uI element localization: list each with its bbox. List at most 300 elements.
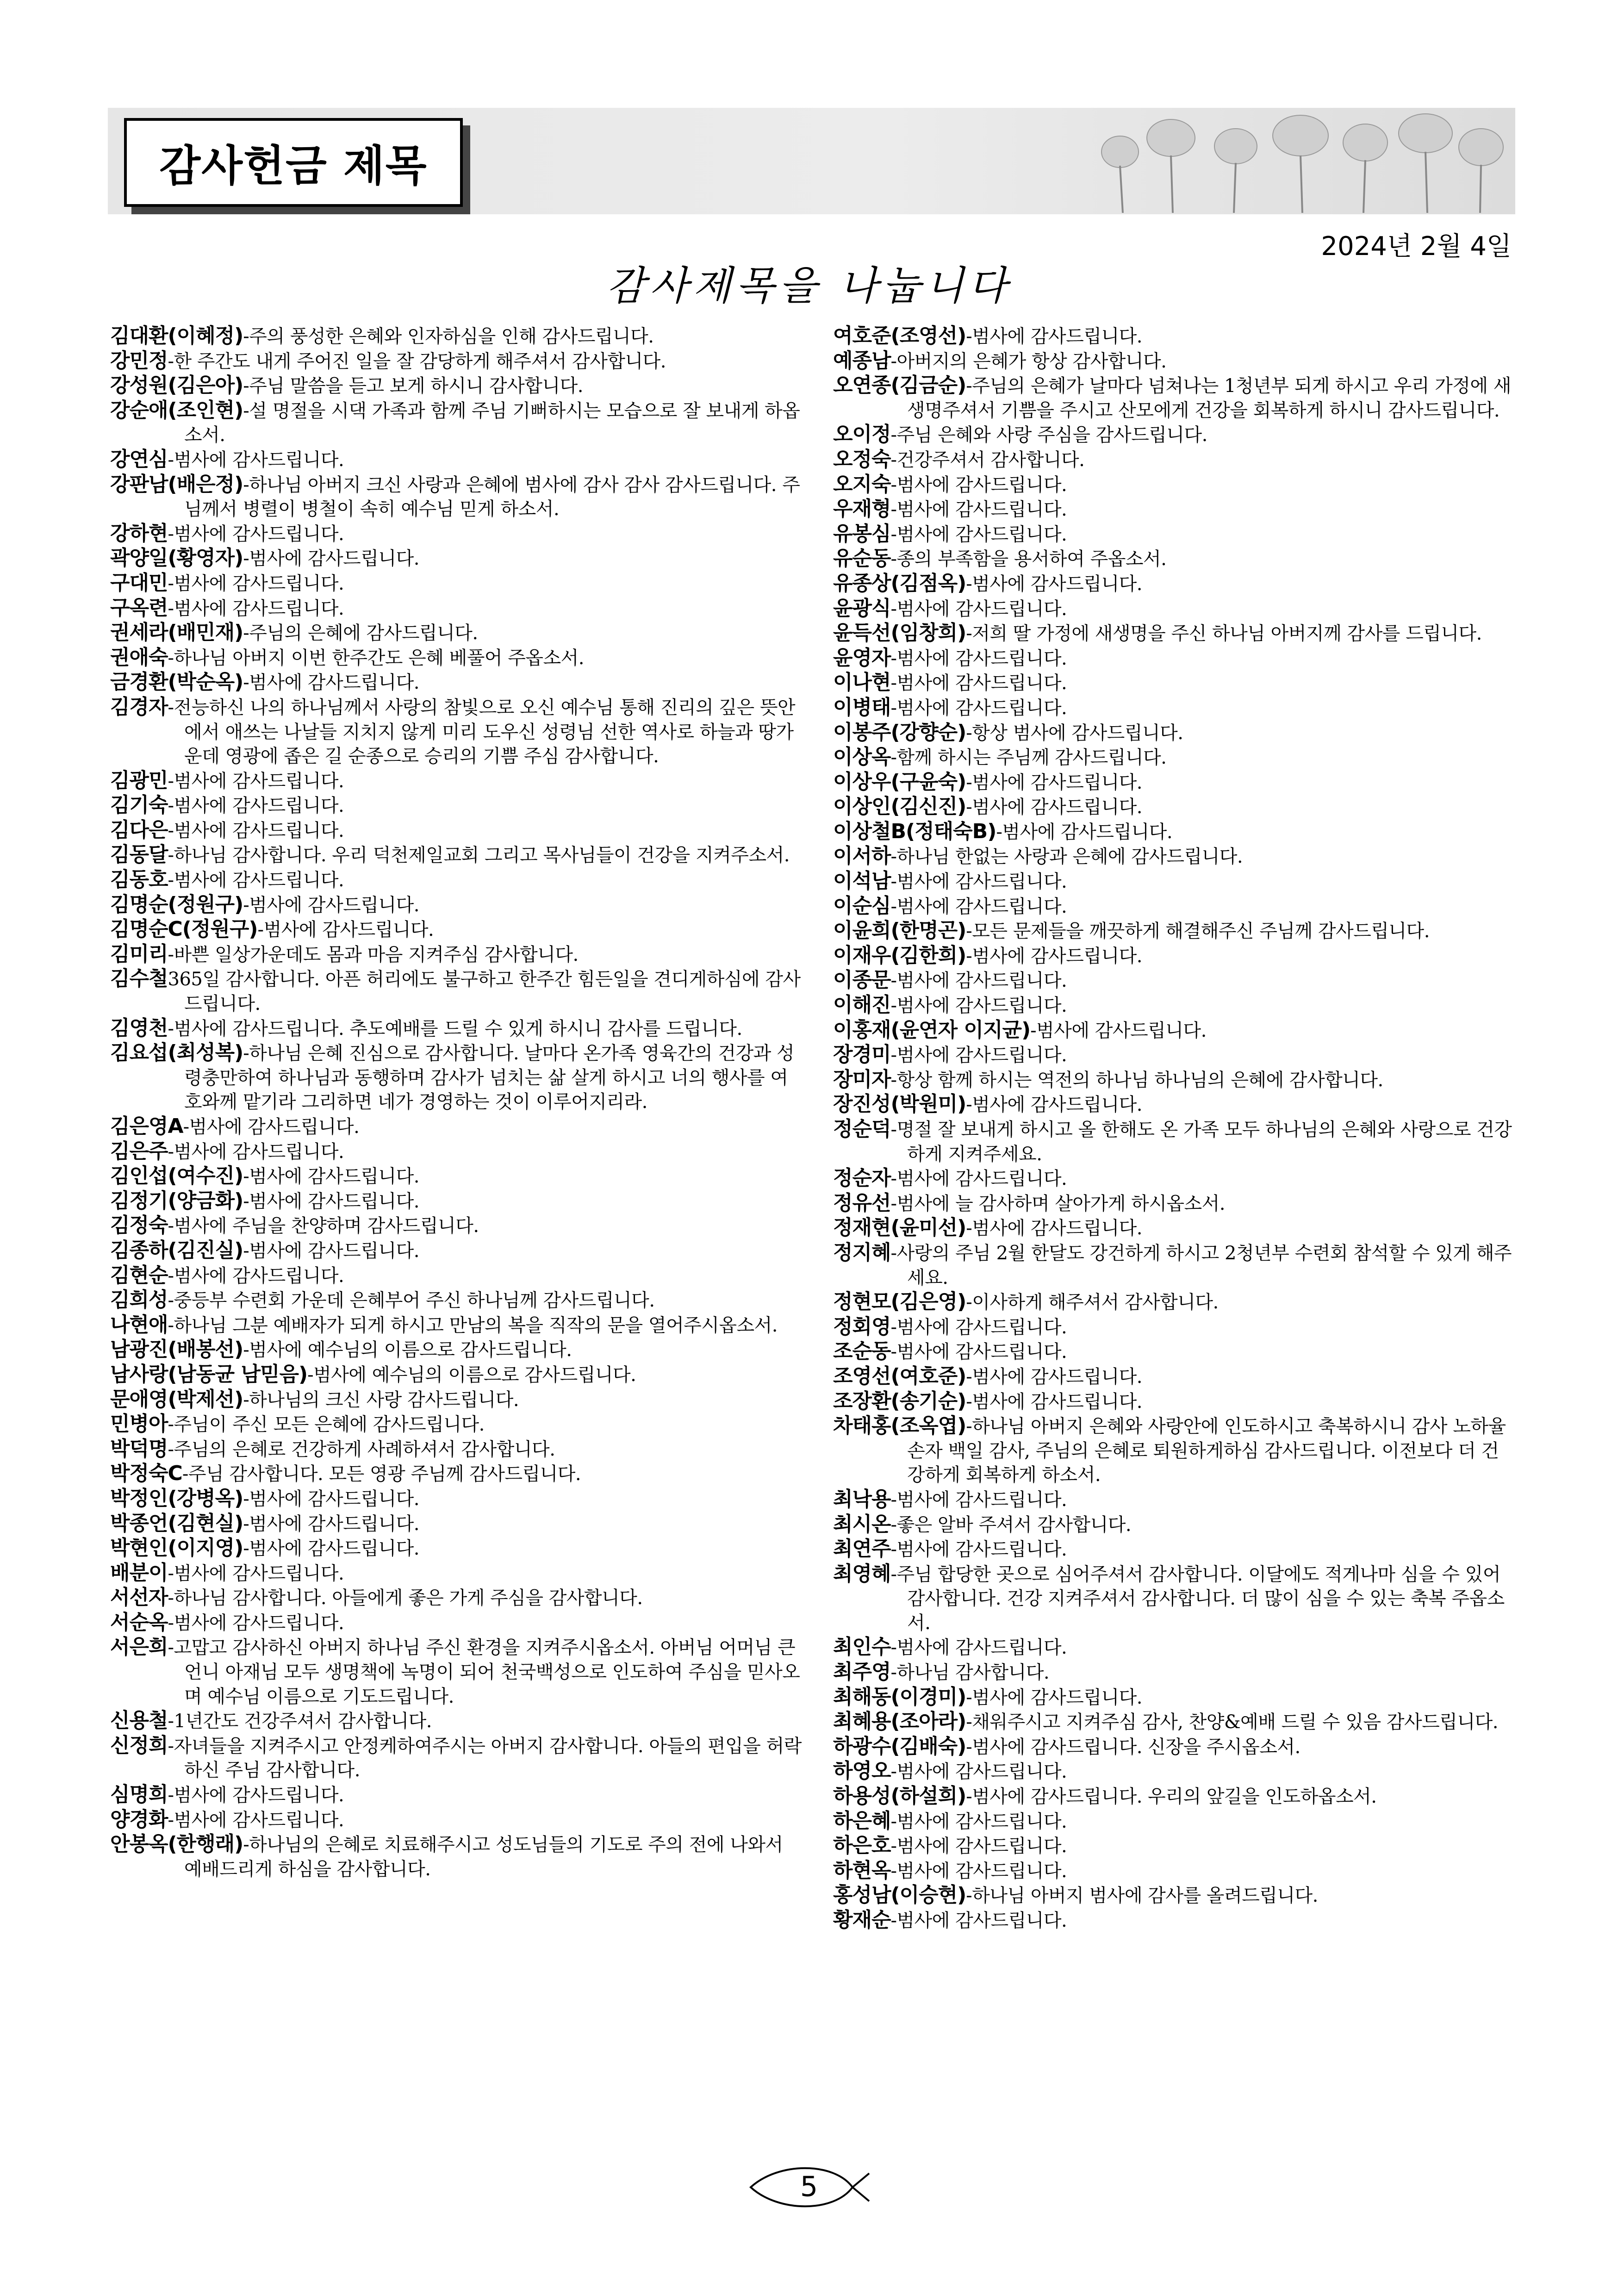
donor-name: 최주영: [833, 1660, 891, 1684]
donor-name: 강판남(배은정): [110, 472, 243, 496]
list-item: [833, 1068, 1513, 1093]
thanks-text: -범사에 감사드립니다.: [243, 1190, 419, 1212]
thanks-text: -하나님의 크신 사랑 감사드립니다.: [243, 1389, 519, 1411]
list-item: [110, 1288, 804, 1313]
thanks-text: -범사에 감사드립니다.: [966, 1094, 1142, 1116]
thanks-text: -범사에 감사드립니다.: [890, 871, 1067, 893]
page-number: 5: [800, 2171, 818, 2203]
list-item: [833, 1512, 1513, 1537]
list-item: [110, 1313, 804, 1338]
thanks-text: -범사에 감사드립니다.: [168, 597, 344, 619]
donor-name: 예종남: [833, 348, 891, 373]
donor-name: 김은영A: [110, 1114, 183, 1138]
thanks-text: -범사에 감사드립니다.: [890, 1836, 1067, 1857]
page-title: 감사헌금 제목: [159, 141, 428, 191]
list-item: [110, 1016, 804, 1041]
list-item: [833, 671, 1513, 696]
list-item: [833, 547, 1513, 572]
thanks-text: -범사에 감사드립니다.: [890, 672, 1067, 694]
thanks-text: -하나님 아버지 범사에 감사를 올려드립니다.: [966, 1885, 1318, 1907]
thanks-text: -범사에 감사드립니다.: [243, 1240, 419, 1262]
list-item: [833, 497, 1513, 522]
list-item: [833, 1859, 1513, 1884]
list-item: [110, 1611, 804, 1636]
donor-name: 이해진: [833, 993, 891, 1017]
list-item: [833, 1809, 1513, 1834]
donor-name: 김은주: [110, 1139, 168, 1163]
list-item: [833, 993, 1513, 1018]
thanks-text: -범사에 감사드립니다.: [168, 1141, 344, 1163]
list-item: [110, 1709, 804, 1734]
list-item: [110, 1635, 804, 1709]
donor-name: 민병아: [110, 1412, 168, 1436]
thanks-text: -범사에 감사드립니다.: [966, 945, 1142, 967]
thanks-text: -전능하신 나의 하나님께서 사랑의 참빛으로 오신 예수님 통해 진리의 깊은 뜻안에서 애쓰는 나날들 지치지 않게 미리 도우신 성령님 선한 역사로 하늘과 땅가운데 영광에 좁은 길 순종으로 승리의 기쁨 주심 감사합니다.: [168, 697, 796, 767]
donor-name: 강성원(김은아): [110, 373, 243, 398]
thanks-text: -범사에 감사드립니다.: [890, 995, 1067, 1017]
list-item: [833, 1710, 1513, 1735]
thanks-text: -하나님 아버지 은혜와 사랑안에 인도하시고 축복하시니 감사 노하율 손자 백일 감사, 주님의 은혜로 퇴원하게하심 감사드립니다. 이전보다 더 건강하게 회복하게 하소서.: [907, 1416, 1506, 1486]
donor-name: 이서하: [833, 844, 891, 868]
date-label: 2024년 2월 4일: [1321, 231, 1512, 261]
thanks-text: -범사에 감사드립니다.: [890, 598, 1067, 620]
donor-name: 신용철: [110, 1709, 168, 1733]
thanks-text: -모든 문제들을 깨끗하게 해결해주신 주님께 감사드립니다.: [966, 921, 1430, 942]
donor-name: 윤득선(임창희): [833, 621, 966, 645]
thanks-text: -범사에 감사드립니다.: [243, 1166, 419, 1188]
donor-name: 곽양일(황영자): [110, 546, 243, 570]
list-item: [110, 546, 804, 571]
thanks-text: -좋은 알바 주셔서 감사합니다.: [890, 1514, 1132, 1536]
left-column: [110, 324, 804, 1881]
donor-name: 조장환(송기순): [833, 1389, 966, 1413]
thanks-text: -범사에 감사드립니다.: [966, 772, 1142, 793]
donor-name: 김대환(이혜정): [110, 324, 243, 348]
donor-name: 김희성: [110, 1288, 168, 1312]
thanks-text: -범사에 감사드립니다.: [890, 1811, 1067, 1832]
thanks-text: -저희 딸 가정에 새생명을 주신 하나님 아버지께 감사를 드립니다.: [966, 623, 1482, 645]
list-item: [833, 1834, 1513, 1859]
thanks-text: -범사에 감사드립니다.: [890, 970, 1067, 992]
list-item: [833, 423, 1513, 448]
donor-name: 김경자: [110, 695, 168, 719]
list-item: [833, 597, 1513, 622]
thanks-text: -하나님 은혜 진심으로 감사합니다. 날마다 온가족 영육간의 건강과 성령충만하여 하나님과 동행하며 감사가 넘치는 삶 살게 하시고 너의 행사를 여호와께 맡기라 그리하면 네가 경영하는 것이 이루어지리라.: [184, 1043, 795, 1113]
list-item: [110, 349, 804, 374]
donor-name: 장진성(박원미): [833, 1092, 966, 1116]
donor-name: 김정기(양금화): [110, 1188, 243, 1213]
list-item: [110, 1412, 804, 1437]
donor-name: 남사랑(남동균 남믿음): [110, 1362, 308, 1386]
donor-name: 이나현: [833, 671, 891, 695]
thanks-text: -주님 합당한 곳으로 심어주셔서 감사합니다. 이달에도 적게나마 심을 수 있어 감사합니다. 건강 지켜주셔서 감사합니다. 더 많이 심을 수 있는 축복 주옵소서.: [890, 1563, 1505, 1634]
list-item: [110, 324, 804, 349]
donor-name: 이봉주(강향순): [833, 720, 966, 744]
list-item: [833, 1883, 1513, 1908]
donor-name: 구옥련: [110, 596, 168, 620]
list-item: [110, 1041, 804, 1114]
thanks-text: -범사에 감사드립니다.: [243, 894, 419, 916]
list-item: [110, 769, 804, 794]
list-item: [833, 1166, 1513, 1191]
donor-name: 김현순: [110, 1263, 168, 1287]
donor-name: 서선자: [110, 1586, 168, 1610]
thanks-text: -범사에 주님을 찬양하며 감사드립니다.: [168, 1215, 479, 1237]
thanks-text: -범사에 감사드립니다.: [890, 647, 1067, 669]
donor-name: 유봉심: [833, 522, 891, 546]
thanks-text: -범사에 감사드립니다.: [168, 1809, 344, 1831]
list-item: [833, 844, 1513, 869]
list-item: [110, 695, 804, 769]
list-item: [833, 770, 1513, 795]
thanks-text: -범사에 감사드립니다.: [890, 1637, 1067, 1659]
donor-name: 강연심: [110, 447, 168, 471]
donor-name: 박덕명: [110, 1437, 168, 1461]
thanks-text: -범사에 감사드립니다.: [243, 1488, 419, 1510]
thanks-text: -이사하게 해주셔서 감사합니다.: [966, 1292, 1219, 1313]
donor-name: 유순동: [833, 547, 891, 571]
donor-name: 김정숙: [110, 1213, 168, 1238]
list-item: [833, 745, 1513, 770]
thanks-text: -명절 잘 보내게 하시고 올 한해도 온 가족 모두 하나님의 은혜와 사랑으로 건강하게 지켜주세요.: [890, 1119, 1512, 1165]
donor-name: 정재현(윤미선): [833, 1216, 966, 1240]
thanks-text: -범사에 감사드립니다.: [168, 1562, 344, 1584]
donor-name: 박정숙C: [110, 1462, 182, 1486]
thanks-text: -범사에 감사드립니다.: [168, 1265, 344, 1287]
list-item: [110, 373, 804, 398]
list-item: [110, 1263, 804, 1288]
donor-name: 김미리: [110, 942, 168, 966]
list-item: [833, 1241, 1513, 1290]
donor-name: 김종하(김진실): [110, 1238, 243, 1262]
list-item: [110, 1734, 804, 1783]
thanks-text: -아버지의 은혜가 항상 감사합니다.: [890, 350, 1167, 372]
list-item: [833, 1759, 1513, 1784]
list-item: [833, 1414, 1513, 1487]
list-item: [833, 1908, 1513, 1933]
list-item: [833, 1216, 1513, 1241]
list-item: [833, 324, 1513, 349]
thanks-text: -범사에 감사드립니다. 신장을 주시옵소서.: [966, 1736, 1301, 1758]
thanks-text: -범사에 감사드립니다.: [243, 672, 419, 694]
list-item: [833, 1562, 1513, 1636]
thanks-text: -건강주셔서 감사합니다.: [890, 449, 1085, 471]
list-item: [833, 1735, 1513, 1760]
donor-name: 윤광식: [833, 596, 891, 620]
list-item: [833, 869, 1513, 894]
list-item: [833, 1389, 1513, 1414]
donor-name: 김수철: [110, 967, 168, 991]
thanks-text: -하나님 감사합니다. 아들에게 좋은 가게 주심을 감사합니다.: [168, 1587, 643, 1609]
thanks-text: -범사에 감사드립니다.: [168, 795, 344, 817]
thanks-text: -범사에 감사드립니다.: [890, 1539, 1067, 1561]
list-item: [110, 868, 804, 893]
donor-name: 오이정: [833, 423, 891, 447]
thanks-text: -범사에 예수님의 이름으로 감사드립니다.: [307, 1364, 636, 1386]
list-item: [110, 1213, 804, 1238]
donor-name: 김동달: [110, 843, 168, 867]
list-item: [833, 1018, 1513, 1043]
donor-name: 정순덕: [833, 1117, 891, 1141]
thanks-text: -범사에 감사드립니다.: [890, 896, 1067, 917]
thanks-text: -하나님 감사합니다.: [890, 1662, 1050, 1684]
thanks-text: -범사에 감사드립니다.: [168, 523, 344, 545]
thanks-text: -범사에 감사드립니다.: [168, 1785, 344, 1806]
donor-name: 안봉옥(한행래): [110, 1832, 243, 1856]
list-item: [833, 820, 1513, 845]
list-item: [110, 843, 804, 868]
thanks-text: -범사에 감사드립니다.: [243, 548, 419, 570]
list-item: [110, 1832, 804, 1881]
donor-name: 최혜용(조아라): [833, 1710, 966, 1734]
donor-name: 서은희: [110, 1635, 168, 1659]
thanks-text: -범사에 감사드립니다.: [168, 572, 344, 594]
donor-name: 최해동(이경미): [833, 1685, 966, 1709]
thanks-text: -한 주간도 내게 주어진 일을 잘 감당하게 해주셔서 감사합니다.: [168, 350, 666, 372]
donor-name: 김명순(정원구): [110, 892, 243, 916]
list-item: [833, 968, 1513, 993]
donor-name: 하광수(김배숙): [833, 1734, 966, 1758]
donor-name: 장미자: [833, 1067, 891, 1091]
donor-name: 강하현: [110, 521, 168, 545]
donor-name: 정유선: [833, 1191, 891, 1215]
thanks-text: -주님의 은혜가 날마다 넘쳐나는 1청년부 되게 하시고 우리 가정에 새생명주셔서 기쁨을 주시고 산모에게 건강을 회복하게 하시니 감사드립니다.: [907, 375, 1511, 421]
thanks-text: -범사에 감사드립니다.: [168, 449, 344, 471]
list-item: [110, 670, 804, 695]
thanks-text: -바쁜 일상가운데도 몸과 마음 지켜주심 감사합니다.: [168, 944, 579, 965]
thanks-text: -범사에 감사드립니다.: [890, 523, 1067, 545]
donor-name: 김기숙: [110, 793, 168, 817]
donor-name: 양경화: [110, 1807, 168, 1831]
thanks-text: -범사에 감사드립니다.: [890, 499, 1067, 521]
donor-name: 김영천: [110, 1016, 168, 1040]
donor-name: 최인수: [833, 1635, 891, 1659]
section-heading: 감사제목을 나눕니다: [606, 263, 1012, 309]
list-item: [110, 448, 804, 473]
thanks-text: -범사에 감사드립니다. 우리의 앞길을 인도하옵소서.: [966, 1786, 1377, 1808]
donor-name: 이윤희(한명곤): [833, 919, 966, 943]
donor-name: 구대민: [110, 571, 168, 595]
list-item: [110, 1536, 804, 1561]
donor-name: 하용성(하설희): [833, 1784, 966, 1808]
donor-name: 이상인(김신진): [833, 795, 966, 819]
list-item: [833, 1364, 1513, 1389]
donor-name: 강순애(조인현): [110, 398, 243, 422]
list-item: [833, 646, 1513, 671]
list-item: [833, 696, 1513, 721]
thanks-text: -범사에 감사드립니다.: [890, 1761, 1067, 1783]
list-item: [110, 917, 804, 942]
thanks-text: -범사에 감사드립니다.: [890, 1860, 1067, 1882]
thanks-text: -범사에 감사드립니다.: [243, 1538, 419, 1560]
list-item: [110, 1114, 804, 1139]
list-item: [833, 944, 1513, 969]
donor-name: 조영선(여호준): [833, 1364, 966, 1388]
list-item: [110, 1487, 804, 1512]
donor-name: 이순심: [833, 894, 891, 918]
list-item: [833, 1339, 1513, 1364]
thanks-text: -범사에 감사드립니다.: [966, 1366, 1142, 1388]
list-item: [110, 1512, 804, 1537]
thanks-text: -주님이 주신 모든 은혜에 감사드립니다.: [168, 1414, 485, 1436]
right-column: [833, 324, 1513, 1933]
list-item: [833, 522, 1513, 547]
thanks-text: -범사에 감사드립니다.: [1030, 1020, 1207, 1041]
list-item: [833, 473, 1513, 498]
list-item: [833, 1487, 1513, 1512]
donor-name: 서순옥: [110, 1610, 168, 1634]
thanks-text: -항상 함께 하시는 역전의 하나님 하나님의 은혜에 감사합니다.: [890, 1069, 1383, 1091]
thanks-text: -주님의 은혜에 감사드립니다.: [243, 622, 478, 644]
thanks-text: -중등부 수련회 가운데 은혜부어 주신 하나님께 감사드립니다.: [168, 1290, 655, 1312]
donor-name: 하은호: [833, 1834, 891, 1858]
list-item: [110, 793, 804, 818]
list-item: [833, 721, 1513, 746]
list-item: [833, 1117, 1513, 1166]
donor-name: 차태홍(조옥엽): [833, 1414, 966, 1438]
list-item: [833, 621, 1513, 646]
list-item: [833, 894, 1513, 919]
donor-name: 김동호: [110, 868, 168, 892]
thanks-text: -범사에 감사드립니다.: [966, 1218, 1142, 1239]
list-item: [833, 1635, 1513, 1660]
thanks-text: -범사에 감사드립니다.: [890, 697, 1067, 719]
thanks-text: -항상 범사에 감사드립니다.: [966, 722, 1183, 744]
donor-name: 배분이: [110, 1561, 168, 1585]
list-item: [110, 522, 804, 547]
list-item: [833, 1092, 1513, 1117]
donor-name: 이종문: [833, 968, 891, 992]
list-item: [110, 1139, 804, 1164]
donor-name: 하은혜: [833, 1809, 891, 1833]
flower-decoration-icon: [1083, 110, 1515, 213]
donor-name: 최연주: [833, 1537, 891, 1561]
thanks-text: -범사에 늘 감사하며 살아가게 하시옵소서.: [890, 1193, 1225, 1214]
list-item: [110, 1561, 804, 1586]
donor-name: 황재순: [833, 1908, 891, 1932]
list-item: [833, 572, 1513, 597]
donor-name: 문애영(박제선): [110, 1387, 243, 1411]
donor-name: 장경미: [833, 1043, 891, 1067]
thanks-text: -범사에 감사드립니다.: [890, 1316, 1067, 1338]
list-item: [110, 1808, 804, 1833]
donor-name: 금경환(박순옥): [110, 670, 243, 694]
list-item: [833, 1191, 1513, 1216]
thanks-text: -종의 부족함을 용서하여 주옵소서.: [890, 548, 1167, 570]
list-item: [833, 1290, 1513, 1315]
donor-name: 신정희: [110, 1733, 168, 1757]
thanks-text: -범사에 감사드립니다.: [890, 474, 1067, 496]
thanks-text: -범사에 감사드립니다.: [890, 1489, 1067, 1511]
thanks-text: -하나님의 은혜로 치료해주시고 성도님들의 기도로 주의 전에 나와서 예배드리게 하심을 감사합니다.: [184, 1834, 783, 1880]
thanks-text: -범사에 감사드립니다.: [966, 573, 1142, 595]
donor-name: 윤영자: [833, 646, 891, 670]
donor-name: 정지혜: [833, 1240, 891, 1264]
list-item: [110, 1783, 804, 1808]
donor-name: 강민정: [110, 348, 168, 373]
list-item: [110, 646, 804, 671]
donor-name: 홍성남(이승현): [833, 1883, 966, 1907]
list-item: [833, 1660, 1513, 1685]
donor-name: 하현옥: [833, 1858, 891, 1882]
title-box: [124, 118, 463, 207]
thanks-text: -범사에 감사드립니다.: [996, 821, 1173, 843]
donor-name: 정회영: [833, 1314, 891, 1338]
donor-name: 우재형: [833, 497, 891, 521]
donor-name: 권애숙: [110, 645, 168, 669]
list-item: [110, 596, 804, 621]
donor-name: 이상옥: [833, 745, 891, 769]
donor-name: 여호준(조영선): [833, 324, 966, 348]
list-item: [833, 1685, 1513, 1710]
donor-name: 김명순C(정원구): [110, 917, 258, 941]
thanks-text: -자녀들을 지켜주시고 안정케하여주시는 아버지 감사합니다. 아들의 편입을 허락하신 주님 감사합니다.: [168, 1735, 802, 1781]
donor-name: 정현모(김은영): [833, 1290, 966, 1314]
list-item: [110, 1586, 804, 1611]
list-item: [110, 1363, 804, 1388]
thanks-text: -1년간도 건강주셔서 감사합니다.: [168, 1711, 432, 1732]
thanks-text: -범사에 감사드립니다.: [168, 870, 344, 891]
donor-name: 박종언(김현실): [110, 1511, 243, 1535]
list-item: [110, 473, 804, 522]
thanks-text: -범사에 감사드립니다.: [890, 1341, 1067, 1363]
thanks-text: -범사에 감사드립니다.: [183, 1116, 360, 1138]
list-item: [110, 398, 804, 448]
donor-name: 이병태: [833, 695, 891, 719]
list-item: [110, 1388, 804, 1412]
list-item: [110, 942, 804, 967]
thanks-text: -하나님 한없는 사랑과 은혜에 감사드립니다.: [890, 846, 1243, 868]
donor-name: 이상철B(정태숙B): [833, 819, 996, 843]
thanks-text: -범사에 감사드립니다.: [966, 796, 1142, 818]
thanks-text: -고맙고 감사하신 아버지 하나님 주신 환경을 지켜주시옵소서. 아버님 어머님 큰언니 아재님 모두 생명책에 녹명이 되어 천국백성으로 인도하여 주심을 믿사오며 예수님 이름으로 기도드립니다.: [168, 1637, 800, 1707]
donor-name: 이상우(구윤숙): [833, 770, 966, 794]
thanks-text: -범사에 감사드립니다.: [168, 770, 344, 792]
thanks-text: -범사에 감사드립니다.: [890, 1910, 1067, 1931]
list-item: [110, 571, 804, 596]
donor-name: 오정숙: [833, 447, 891, 471]
donor-name: 이재우(김한희): [833, 943, 966, 967]
thanks-text: -범사에 감사드립니다.: [890, 1045, 1067, 1066]
thanks-text: -하나님 그분 예배자가 되게 하시고 만남의 복을 직작의 문을 열어주시옵소서.: [168, 1314, 778, 1336]
donor-name: 김다은: [110, 818, 168, 842]
donor-name: 조순동: [833, 1339, 891, 1363]
list-item: [110, 818, 804, 843]
thanks-text: -범사에 감사드립니다.: [168, 820, 344, 841]
list-item: [833, 919, 1513, 944]
thanks-text: -주님 감사합니다. 모든 영광 주님께 감사드립니다.: [182, 1463, 581, 1485]
thanks-text: -범사에 감사드립니다.: [890, 1168, 1067, 1190]
list-item: [110, 621, 804, 646]
donor-name: 최시온: [833, 1512, 891, 1536]
list-item: [110, 1462, 804, 1487]
thanks-text: -범사에 감사드립니다. 추도예배를 드릴 수 있게 하시니 감사를 드립니다.: [168, 1018, 742, 1039]
list-item: [833, 373, 1513, 423]
thanks-text: -범사에 감사드립니다.: [966, 1686, 1142, 1708]
list-item: [833, 1315, 1513, 1340]
thanks-text: -채워주시고 지켜주심 감사, 찬양&예배 드릴 수 있음 감사드립니다.: [966, 1711, 1498, 1733]
donor-name: 박정인(강병옥): [110, 1486, 243, 1510]
thanks-text: -범사에 예수님의 이름으로 감사드립니다.: [243, 1339, 572, 1361]
list-item: [833, 349, 1513, 374]
donor-name: 유종상(김점옥): [833, 571, 966, 595]
list-item: [110, 1164, 804, 1189]
donor-name: 남광진(배봉선): [110, 1338, 243, 1362]
list-item: [833, 795, 1513, 820]
list-item: [833, 1537, 1513, 1562]
donor-name: 김광민: [110, 768, 168, 792]
donor-name: 김요섭(최성복): [110, 1041, 243, 1065]
